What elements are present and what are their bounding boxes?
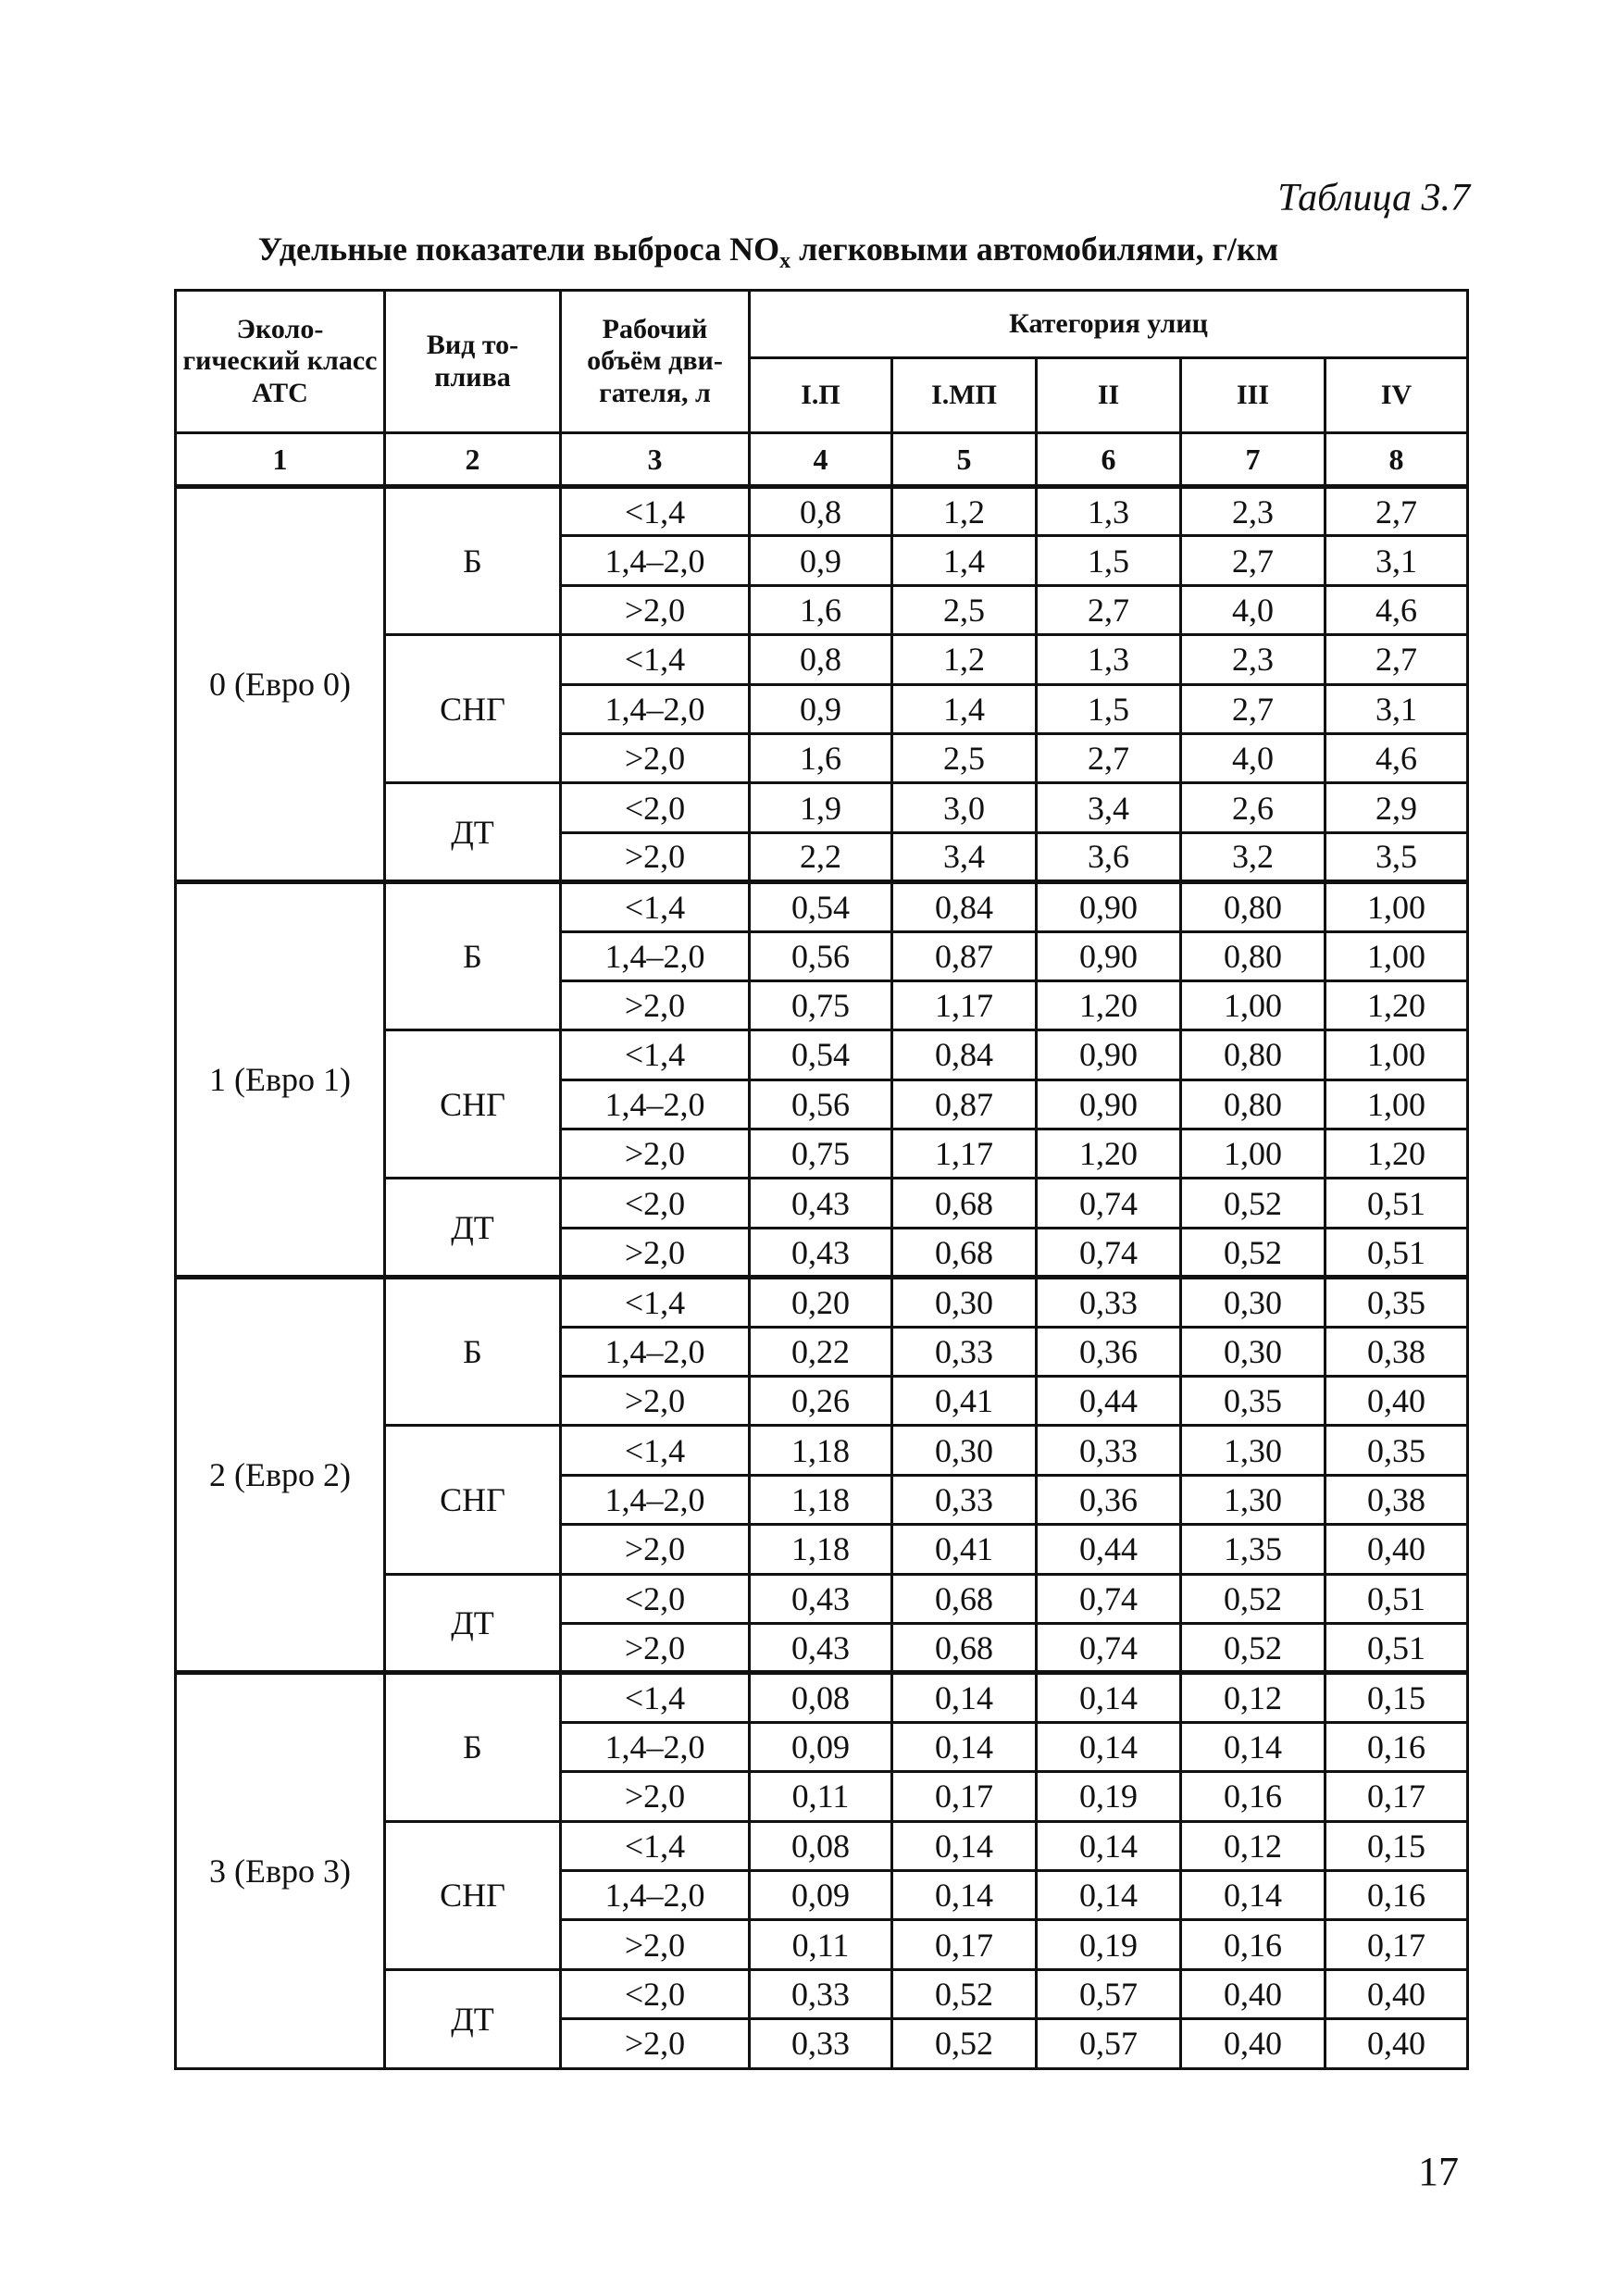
- value-cell: 1,3: [1037, 635, 1181, 684]
- value-cell: 0,35: [1326, 1426, 1468, 1475]
- value-cell: 1,30: [1181, 1426, 1326, 1475]
- value-cell: 0,75: [750, 980, 892, 1029]
- value-cell: 0,51: [1326, 1179, 1468, 1228]
- value-cell: 0,33: [1037, 1278, 1181, 1327]
- value-cell: 0,16: [1326, 1870, 1468, 1919]
- volume-cell: >2,0: [561, 832, 750, 881]
- value-cell: 1,00: [1326, 931, 1468, 980]
- value-cell: 4,0: [1181, 585, 1326, 634]
- value-cell: 0,14: [1181, 1870, 1326, 1919]
- table-row: [176, 882, 1468, 931]
- value-cell: 2,5: [892, 585, 1037, 634]
- value-cell: 0,87: [892, 1079, 1037, 1129]
- value-cell: 0,40: [1326, 1377, 1468, 1426]
- value-cell: 0,8: [750, 635, 892, 684]
- fuel-cell: ДТ: [385, 1969, 561, 2068]
- volume-cell: 1,4–2,0: [561, 1475, 750, 1524]
- value-cell: 2,7: [1326, 487, 1468, 536]
- table-body: [176, 291, 1468, 2069]
- value-cell: 0,54: [750, 1030, 892, 1079]
- value-cell: 0,30: [892, 1426, 1037, 1475]
- column-number: 1: [176, 433, 385, 487]
- value-cell: 0,14: [892, 1821, 1037, 1870]
- value-cell: 0,19: [1037, 1920, 1181, 1969]
- value-cell: 1,4: [892, 536, 1037, 585]
- value-cell: 0,68: [892, 1228, 1037, 1277]
- value-cell: 0,33: [1037, 1426, 1181, 1475]
- title-suffix: легковыми автомобилями, г/км: [790, 231, 1279, 268]
- column-number: 3: [561, 433, 750, 487]
- value-cell: 3,4: [892, 832, 1037, 881]
- value-cell: 0,68: [892, 1574, 1037, 1623]
- header-category: I.МП: [892, 358, 1037, 433]
- value-cell: 0,33: [892, 1475, 1037, 1524]
- value-cell: 0,11: [750, 1920, 892, 1969]
- fuel-cell: ДТ: [385, 783, 561, 882]
- fuel-cell: ДТ: [385, 1179, 561, 1278]
- header-category: III: [1181, 358, 1326, 433]
- fuel-cell: ДТ: [385, 1574, 561, 1673]
- value-cell: 0,40: [1181, 2019, 1326, 2068]
- fuel-cell: СНГ: [385, 1426, 561, 1574]
- value-cell: 1,00: [1181, 980, 1326, 1029]
- fuel-cell: СНГ: [385, 1821, 561, 1969]
- value-cell: 0,35: [1326, 1278, 1468, 1327]
- value-cell: 0,12: [1181, 1673, 1326, 1722]
- value-cell: 1,4: [892, 684, 1037, 733]
- header-eco-class: Эколо- гический класс АТС: [176, 291, 385, 433]
- value-cell: 1,20: [1037, 1129, 1181, 1179]
- value-cell: 0,51: [1326, 1574, 1468, 1623]
- value-cell: 0,52: [1181, 1623, 1326, 1672]
- value-cell: 1,6: [750, 733, 892, 782]
- value-cell: 0,57: [1037, 2019, 1181, 2068]
- value-cell: 0,51: [1326, 1228, 1468, 1277]
- header-category: II: [1037, 358, 1181, 433]
- volume-cell: 1,4–2,0: [561, 931, 750, 980]
- value-cell: 1,2: [892, 487, 1037, 536]
- value-cell: 1,30: [1181, 1475, 1326, 1524]
- value-cell: 0,68: [892, 1623, 1037, 1672]
- value-cell: 0,74: [1037, 1179, 1181, 1228]
- value-cell: 3,2: [1181, 832, 1326, 881]
- column-number: 4: [750, 433, 892, 487]
- volume-cell: <2,0: [561, 1179, 750, 1228]
- value-cell: 0,68: [892, 1179, 1037, 1228]
- eco-class-cell: 1 (Евро 1): [176, 882, 385, 1278]
- value-cell: 0,44: [1037, 1525, 1181, 1574]
- value-cell: 2,6: [1181, 783, 1326, 832]
- volume-cell: 1,4–2,0: [561, 1079, 750, 1129]
- volume-cell: <1,4: [561, 1030, 750, 1079]
- value-cell: 0,80: [1181, 1079, 1326, 1129]
- value-cell: 0,90: [1037, 931, 1181, 980]
- value-cell: 0,80: [1181, 1030, 1326, 1079]
- volume-cell: >2,0: [561, 1377, 750, 1426]
- value-cell: 0,74: [1037, 1623, 1181, 1672]
- value-cell: 0,09: [750, 1870, 892, 1919]
- value-cell: 0,80: [1181, 882, 1326, 931]
- value-cell: 1,00: [1326, 1030, 1468, 1079]
- value-cell: 0,43: [750, 1574, 892, 1623]
- column-number: 2: [385, 433, 561, 487]
- volume-cell: 1,4–2,0: [561, 536, 750, 585]
- value-cell: 1,17: [892, 1129, 1037, 1179]
- volume-cell: <2,0: [561, 1969, 750, 2018]
- value-cell: 3,6: [1037, 832, 1181, 881]
- value-cell: 0,14: [892, 1673, 1037, 1722]
- value-cell: 0,52: [892, 2019, 1037, 2068]
- value-cell: 0,33: [892, 1327, 1037, 1376]
- value-cell: 0,52: [1181, 1179, 1326, 1228]
- eco-class-cell: 0 (Евро 0): [176, 487, 385, 882]
- value-cell: 0,20: [750, 1278, 892, 1327]
- value-cell: 0,17: [1326, 1772, 1468, 1821]
- value-cell: 1,18: [750, 1525, 892, 1574]
- value-cell: 0,44: [1037, 1377, 1181, 1426]
- value-cell: 0,16: [1181, 1772, 1326, 1821]
- value-cell: 2,7: [1037, 585, 1181, 634]
- value-cell: 0,56: [750, 1079, 892, 1129]
- value-cell: 0,17: [892, 1772, 1037, 1821]
- value-cell: 0,52: [892, 1969, 1037, 2018]
- value-cell: 2,9: [1326, 783, 1468, 832]
- value-cell: 3,5: [1326, 832, 1468, 881]
- value-cell: 4,6: [1326, 585, 1468, 634]
- value-cell: 3,0: [892, 783, 1037, 832]
- fuel-cell: СНГ: [385, 1030, 561, 1179]
- value-cell: 0,36: [1037, 1327, 1181, 1376]
- value-cell: 0,16: [1326, 1722, 1468, 1771]
- table-title: [176, 230, 1361, 274]
- value-cell: 1,5: [1037, 536, 1181, 585]
- eco-class-cell: 2 (Евро 2): [176, 1278, 385, 1673]
- header-volume: Рабочий объём дви- гателя, л: [561, 291, 750, 433]
- value-cell: 0,30: [1181, 1278, 1326, 1327]
- value-cell: 1,00: [1181, 1129, 1326, 1179]
- value-cell: 0,41: [892, 1525, 1037, 1574]
- value-cell: 0,08: [750, 1673, 892, 1722]
- volume-cell: >2,0: [561, 733, 750, 782]
- value-cell: 0,09: [750, 1722, 892, 1771]
- volume-cell: <1,4: [561, 882, 750, 931]
- value-cell: 0,17: [892, 1920, 1037, 1969]
- value-cell: 0,9: [750, 684, 892, 733]
- value-cell: 0,30: [892, 1278, 1037, 1327]
- value-cell: 0,19: [1037, 1772, 1181, 1821]
- value-cell: 0,84: [892, 1030, 1037, 1079]
- value-cell: 0,80: [1181, 931, 1326, 980]
- value-cell: 0,40: [1181, 1969, 1326, 2018]
- volume-cell: >2,0: [561, 2019, 750, 2068]
- volume-cell: <1,4: [561, 1673, 750, 1722]
- volume-cell: >2,0: [561, 1228, 750, 1277]
- value-cell: 1,00: [1326, 882, 1468, 931]
- volume-cell: <2,0: [561, 783, 750, 832]
- eco-class-cell: 3 (Евро 3): [176, 1673, 385, 2068]
- value-cell: 1,20: [1326, 1129, 1468, 1179]
- fuel-cell: Б: [385, 882, 561, 1030]
- value-cell: 0,14: [1037, 1870, 1181, 1919]
- value-cell: 2,7: [1326, 635, 1468, 684]
- volume-cell: <1,4: [561, 1426, 750, 1475]
- fuel-cell: Б: [385, 487, 561, 635]
- value-cell: 0,84: [892, 882, 1037, 931]
- value-cell: 4,0: [1181, 733, 1326, 782]
- column-number: 7: [1181, 433, 1326, 487]
- value-cell: 0,90: [1037, 882, 1181, 931]
- volume-cell: 1,4–2,0: [561, 1870, 750, 1919]
- fuel-cell: Б: [385, 1673, 561, 1821]
- value-cell: 0,08: [750, 1821, 892, 1870]
- value-cell: 0,14: [892, 1722, 1037, 1771]
- value-cell: 2,7: [1037, 733, 1181, 782]
- value-cell: 0,90: [1037, 1030, 1181, 1079]
- value-cell: 2,3: [1181, 635, 1326, 684]
- value-cell: 0,14: [1181, 1722, 1326, 1771]
- value-cell: 1,20: [1326, 980, 1468, 1029]
- table-row: [176, 1673, 1468, 1722]
- value-cell: 0,75: [750, 1129, 892, 1179]
- column-number: 5: [892, 433, 1037, 487]
- volume-cell: 1,4–2,0: [561, 1327, 750, 1376]
- value-cell: 0,43: [750, 1179, 892, 1228]
- value-cell: 0,38: [1326, 1327, 1468, 1376]
- volume-cell: >2,0: [561, 980, 750, 1029]
- value-cell: 0,40: [1326, 1969, 1468, 2018]
- value-cell: 0,22: [750, 1327, 892, 1376]
- volume-cell: 1,4–2,0: [561, 684, 750, 733]
- value-cell: 0,57: [1037, 1969, 1181, 2018]
- page-number: 17: [1418, 2149, 1459, 2194]
- fuel-cell: СНГ: [385, 635, 561, 783]
- header-category: I.П: [750, 358, 892, 433]
- table-row: [176, 1278, 1468, 1327]
- value-cell: 0,17: [1326, 1920, 1468, 1969]
- value-cell: 3,4: [1037, 783, 1181, 832]
- value-cell: 0,35: [1181, 1377, 1326, 1426]
- title-prefix: Удельные показатели выброса NO: [257, 231, 780, 268]
- value-cell: 2,5: [892, 733, 1037, 782]
- value-cell: 0,52: [1181, 1574, 1326, 1623]
- header-row: [176, 291, 1468, 358]
- volume-cell: <1,4: [561, 1278, 750, 1327]
- value-cell: 0,33: [750, 2019, 892, 2068]
- column-number: 8: [1326, 433, 1468, 487]
- value-cell: 2,7: [1181, 684, 1326, 733]
- value-cell: 0,54: [750, 882, 892, 931]
- value-cell: 0,74: [1037, 1574, 1181, 1623]
- title-subscript: x: [779, 249, 791, 274]
- value-cell: 0,36: [1037, 1475, 1181, 1524]
- value-cell: 0,33: [750, 1969, 892, 2018]
- value-cell: 0,41: [892, 1377, 1037, 1426]
- volume-cell: <1,4: [561, 635, 750, 684]
- table-caption: Таблица 3.7: [1277, 177, 1470, 219]
- volume-cell: <1,4: [561, 487, 750, 536]
- value-cell: 0,74: [1037, 1228, 1181, 1277]
- value-cell: 0,52: [1181, 1228, 1326, 1277]
- value-cell: 0,51: [1326, 1623, 1468, 1672]
- volume-cell: <2,0: [561, 1574, 750, 1623]
- value-cell: 0,87: [892, 931, 1037, 980]
- column-number-row: [176, 433, 1468, 487]
- value-cell: 1,2: [892, 635, 1037, 684]
- value-cell: 4,6: [1326, 733, 1468, 782]
- column-number: 6: [1037, 433, 1181, 487]
- value-cell: 1,18: [750, 1475, 892, 1524]
- value-cell: 0,15: [1326, 1673, 1468, 1722]
- value-cell: 0,43: [750, 1228, 892, 1277]
- value-cell: 0,40: [1326, 2019, 1468, 2068]
- value-cell: 0,30: [1181, 1327, 1326, 1376]
- value-cell: 0,43: [750, 1623, 892, 1672]
- value-cell: 1,20: [1037, 980, 1181, 1029]
- value-cell: 3,1: [1326, 684, 1468, 733]
- value-cell: 0,26: [750, 1377, 892, 1426]
- value-cell: 0,14: [1037, 1673, 1181, 1722]
- volume-cell: >2,0: [561, 1772, 750, 1821]
- value-cell: 0,90: [1037, 1079, 1181, 1129]
- value-cell: 0,16: [1181, 1920, 1326, 1969]
- value-cell: 0,38: [1326, 1475, 1468, 1524]
- header-street-category: Категория улиц: [750, 291, 1468, 358]
- volume-cell: >2,0: [561, 1920, 750, 1969]
- value-cell: 1,35: [1181, 1525, 1326, 1574]
- value-cell: 1,00: [1326, 1079, 1468, 1129]
- value-cell: 2,3: [1181, 487, 1326, 536]
- value-cell: 3,1: [1326, 536, 1468, 585]
- volume-cell: >2,0: [561, 585, 750, 634]
- header-fuel: Вид то- плива: [385, 291, 561, 433]
- value-cell: 1,9: [750, 783, 892, 832]
- volume-cell: <1,4: [561, 1821, 750, 1870]
- value-cell: 0,8: [750, 487, 892, 536]
- value-cell: 0,56: [750, 931, 892, 980]
- volume-cell: 1,4–2,0: [561, 1722, 750, 1771]
- volume-cell: >2,0: [561, 1129, 750, 1179]
- value-cell: 2,2: [750, 832, 892, 881]
- value-cell: 0,12: [1181, 1821, 1326, 1870]
- header-category: IV: [1326, 358, 1468, 433]
- table-row: [176, 487, 1468, 536]
- value-cell: 0,40: [1326, 1525, 1468, 1574]
- value-cell: 0,15: [1326, 1821, 1468, 1870]
- emissions-table: [174, 289, 1469, 2070]
- value-cell: 1,5: [1037, 684, 1181, 733]
- value-cell: 1,3: [1037, 487, 1181, 536]
- value-cell: 1,6: [750, 585, 892, 634]
- value-cell: 0,9: [750, 536, 892, 585]
- value-cell: 0,14: [892, 1870, 1037, 1919]
- value-cell: 0,14: [1037, 1821, 1181, 1870]
- value-cell: 1,17: [892, 980, 1037, 1029]
- value-cell: 1,18: [750, 1426, 892, 1475]
- value-cell: 0,14: [1037, 1722, 1181, 1771]
- fuel-cell: Б: [385, 1278, 561, 1426]
- volume-cell: >2,0: [561, 1623, 750, 1672]
- value-cell: 2,7: [1181, 536, 1326, 585]
- volume-cell: >2,0: [561, 1525, 750, 1574]
- value-cell: 0,11: [750, 1772, 892, 1821]
